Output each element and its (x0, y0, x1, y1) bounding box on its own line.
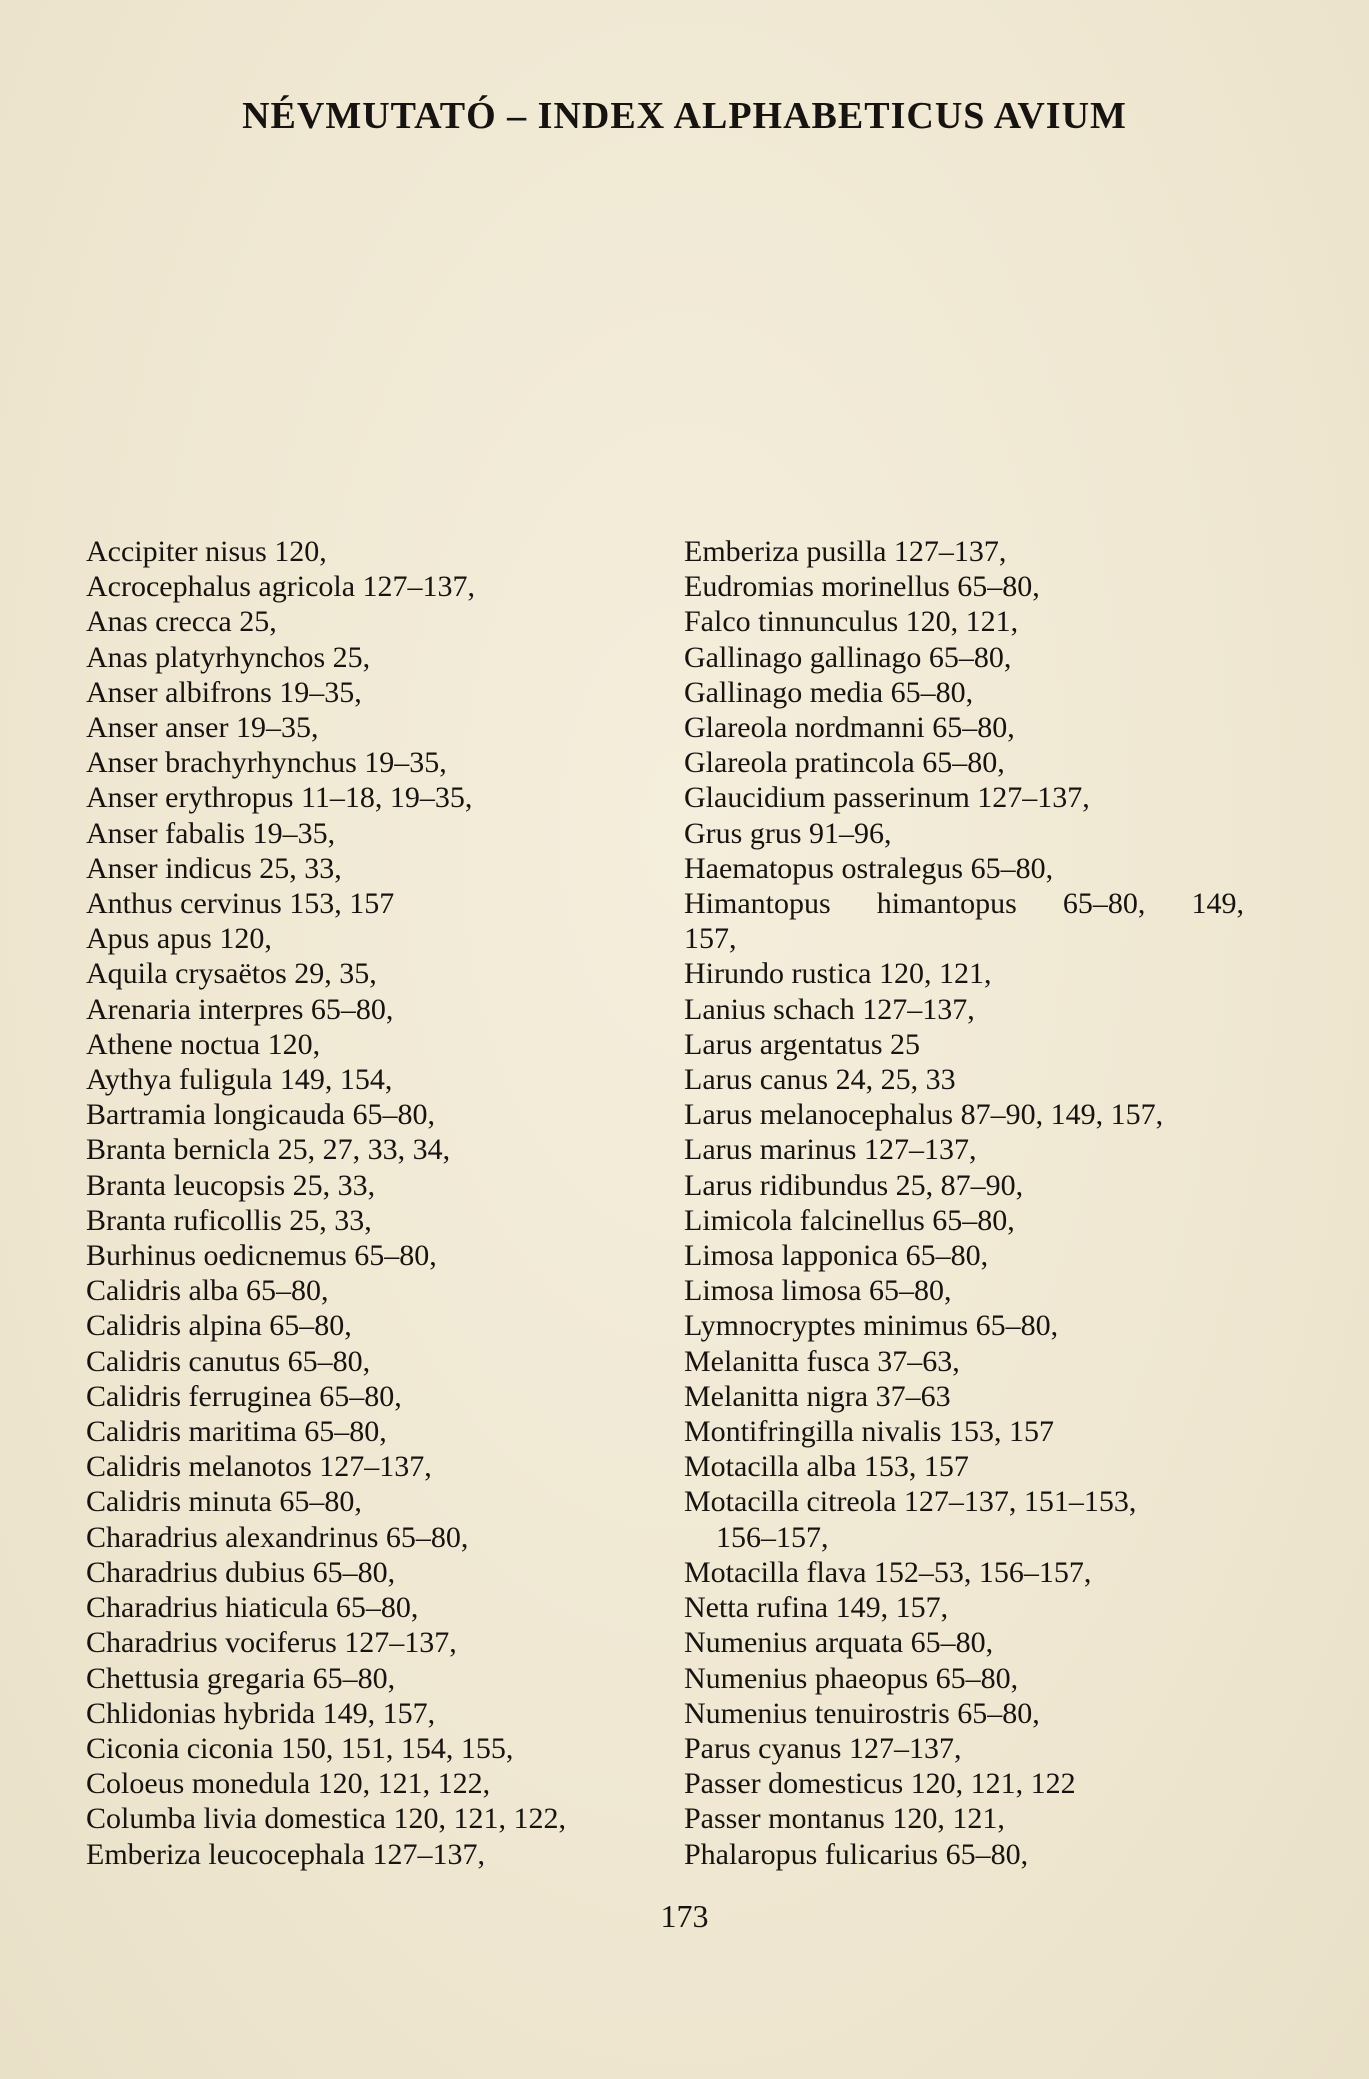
index-entry: Lanius schach 127–137, (684, 992, 975, 1026)
page-title: NÉVMUTATÓ – INDEX ALPHABETICUS AVIUM (242, 95, 1127, 137)
index-entry-continuation: 156–157, (716, 1520, 829, 1554)
index-entry: Calidris alpina 65–80, (86, 1309, 352, 1343)
index-entry: Branta ruficollis 25, 33, (86, 1203, 372, 1237)
index-entry: Limosa limosa 65–80, (684, 1274, 952, 1308)
index-entry: Calidris melanotos 127–137, (86, 1450, 432, 1484)
index-entry: Larus melanocephalus 87–90, 149, 157, (684, 1098, 1164, 1132)
index-entry: Limicola falcinellus 65–80, (684, 1203, 1015, 1237)
index-entry: Parus cyanus 127–137, (684, 1731, 962, 1765)
index-entry: Larus ridibundus 25, 87–90, (684, 1168, 1024, 1202)
index-entry: Chettusia gregaria 65–80, (86, 1661, 396, 1695)
index-entry: Anser brachyrhynchus 19–35, (86, 746, 447, 780)
index-entry: Charadrius hiaticula 65–80, (86, 1591, 419, 1625)
index-entry: Calidris alba 65–80, (86, 1274, 329, 1308)
index-entry: Larus canus 24, 25, 33 (684, 1063, 956, 1097)
index-entry: Glaucidium passerinum 127–137, (684, 781, 1090, 815)
index-entry: Burhinus oedicnemus 65–80, (86, 1239, 437, 1273)
index-entry: Anser indicus 25, 33, (86, 851, 342, 885)
index-entry: Emberiza leucocephala 127–137, (86, 1837, 485, 1871)
index-entry: Calidris ferruginea 65–80, (86, 1379, 402, 1413)
index-entry: Netta rufina 149, 157, (684, 1591, 949, 1625)
page-number: 173 (660, 1898, 709, 1934)
index-entry: Branta bernicla 25, 27, 33, 34, (86, 1133, 451, 1167)
index-entry: Hirundo rustica 120, 121, (684, 957, 992, 991)
index-entry: Anser fabalis 19–35, (86, 816, 336, 850)
index-entry: Montifringilla nivalis 153, 157 (684, 1415, 1054, 1449)
index-entry: Limosa lapponica 65–80, (684, 1239, 989, 1273)
index-entry: Anthus cervinus 153, 157 (86, 887, 395, 921)
index-entry: Melanitta fusca 37–63, (684, 1344, 960, 1378)
index-entry: Charadrius alexandrinus 65–80, (86, 1520, 469, 1554)
index-entry: Numenius arquata 65–80, (684, 1626, 994, 1660)
index-entry: Columba livia domestica 120, 121, 122, (86, 1802, 566, 1836)
index-entry: Accipiter nisus 120, (86, 535, 327, 568)
index-entry: Athene noctua 120, (86, 1027, 321, 1061)
index-entry: Larus marinus 127–137, (684, 1133, 977, 1167)
index-entry: Anser albifrons 19–35, (86, 675, 362, 709)
index-entry: Glareola pratincola 65–80, (684, 746, 1005, 780)
index-entry: Himantopus himantopus 65–80, 149, (684, 887, 1244, 921)
index-entry: Anas platyrhynchos 25, (86, 640, 371, 674)
index-entry: Eudromias morinellus 65–80, (684, 570, 1040, 604)
index-entry: Lymnocryptes minimus 65–80, (684, 1309, 1059, 1343)
index-entry: Anser anser 19–35, (86, 711, 319, 745)
index-entry: Melanitta nigra 37–63 (684, 1379, 951, 1413)
index-entry: Motacilla alba 153, 157 (684, 1450, 969, 1484)
index-entry: Glareola nordmanni 65–80, (684, 711, 1015, 745)
index-entry: Coloeus monedula 120, 121, 122, (86, 1767, 491, 1801)
index-entry-continuation: 157, (684, 922, 737, 956)
index-entry: Larus argentatus 25 (684, 1027, 921, 1061)
index-entry: Anser erythropus 11–18, 19–35, (86, 781, 473, 815)
index-entry: Gallinago media 65–80, (684, 675, 974, 709)
index-entry: Calidris maritima 65–80, (86, 1415, 387, 1449)
index-entry: Numenius tenuirostris 65–80, (684, 1696, 1040, 1730)
index-entry: Ciconia ciconia 150, 151, 154, 155, (86, 1731, 514, 1765)
index-entry: Anas crecca 25, (86, 605, 277, 639)
index-entry: Branta leucopsis 25, 33, (86, 1168, 376, 1202)
index-entry: Aythya fuligula 149, 154, (86, 1063, 393, 1097)
index-entry: Arenaria interpres 65–80, (86, 992, 394, 1026)
index-entry: Falco tinnunculus 120, 121, (684, 605, 1019, 639)
index-entry: Chlidonias hybrida 149, 157, (86, 1696, 436, 1730)
index-entry: Motacilla citreola 127–137, 151–153, (684, 1485, 1137, 1519)
index-entry: Numenius phaeopus 65–80, (684, 1661, 1019, 1695)
index-entry: Bartramia longicauda 65–80, (86, 1098, 436, 1132)
index-column-left (86, 534, 646, 1872)
index-entry: Passer domesticus 120, 121, 122 (684, 1767, 1076, 1801)
index-entry: Aquila crysaëtos 29, 35, (86, 957, 377, 991)
index-entry: Calidris minuta 65–80, (86, 1485, 362, 1519)
index-entry: Charadrius vociferus 127–137, (86, 1626, 457, 1660)
index-entry: Phalaropus fulicarius 65–80, (684, 1837, 1029, 1871)
index-column-right (684, 534, 1244, 1872)
index-entry: Calidris canutus 65–80, (86, 1344, 371, 1378)
index-entry: Charadrius dubius 65–80, (86, 1555, 396, 1589)
index-entry: Haematopus ostralegus 65–80, (684, 851, 1054, 885)
index-entry: Motacilla flava 152–53, 156–157, (684, 1555, 1092, 1589)
index-entry: Emberiza pusilla 127–137, (684, 535, 1007, 568)
index-entry: Apus apus 120, (86, 922, 272, 956)
index-entry: Acrocephalus agricola 127–137, (86, 570, 476, 604)
index-entry: Passer montanus 120, 121, (684, 1802, 1005, 1836)
index-entry: Gallinago gallinago 65–80, (684, 640, 1012, 674)
index-entry: Grus grus 91–96, (684, 816, 892, 850)
